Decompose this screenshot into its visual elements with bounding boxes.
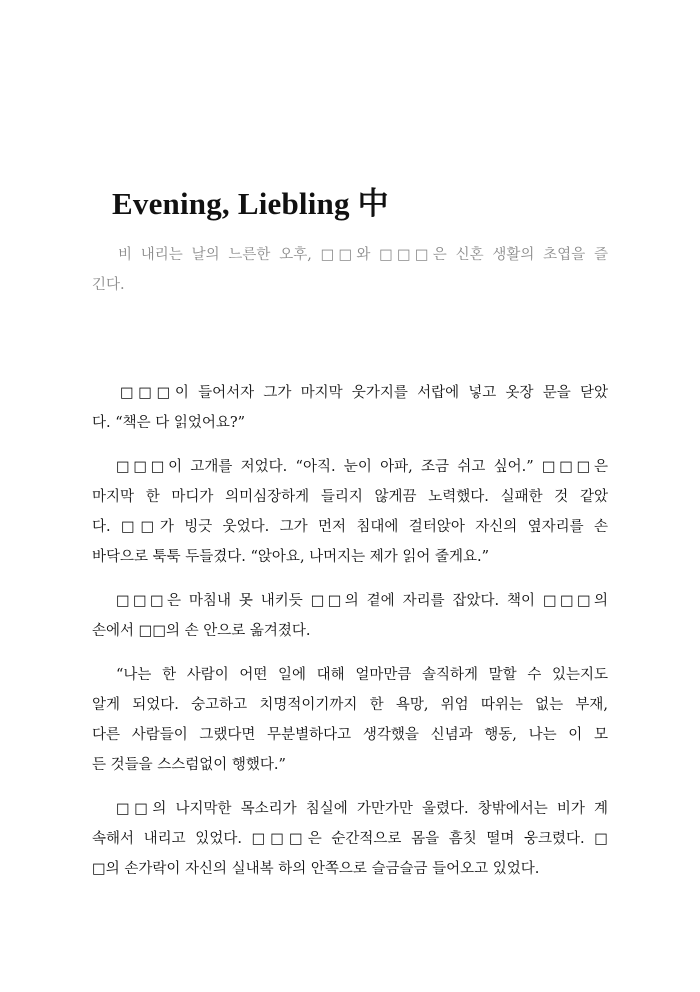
- text-line: 바닥으로 툭툭 두들겼다. “앉아요, 나머지는 제가 읽어 줄게요.”: [92, 549, 490, 565]
- text-line: □의 손가락이 자신의 실내복 하의 안쪽으로 슬금슬금 들어오고 있었다.: [92, 861, 540, 877]
- chapter-summary: [92, 240, 608, 300]
- text-line: 다른 사람들이 그랬다면 무분별하다고 생각했을 신념과 행동, 나는 이 모: [92, 727, 608, 743]
- text-line: 다. “책은 다 읽었어요?”: [92, 415, 246, 431]
- story-body: [92, 378, 608, 898]
- chapter-title: Evening, Liebling 中: [112, 186, 389, 221]
- text-line: 다. □□가 빙긋 웃었다. 그가 먼저 침대에 걸터앉아 자신의 옆자리를 손: [92, 519, 608, 535]
- text-line: 알게 되었다. 숭고하고 치명적이기까지 한 욕망, 위엄 따위는 없는 부재,: [92, 697, 608, 713]
- paragraph: [92, 452, 608, 572]
- paragraph: [92, 378, 608, 438]
- paragraph: [92, 660, 608, 780]
- text-line: □□□은 마침내 못 내키듯 □□의 곁에 자리를 잡았다. 책이 □□□의: [116, 593, 608, 609]
- text-line: “나는 한 사람이 어떤 일에 대해 얼마만큼 솔직하게 말할 수 있는지도: [116, 667, 608, 683]
- summary-line: 비 내리는 날의 느른한 오후, □□와 □□□은 신혼 생활의 초엽을 즐: [118, 247, 608, 263]
- text-line: □□□이 들어서자 그가 마지막 웃가지를 서랍에 넣고 옷장 문을 닫았: [120, 385, 608, 401]
- text-line: 든 것들을 스스럼없이 행했다.”: [92, 757, 286, 773]
- paragraph: [92, 586, 608, 646]
- summary-line: 긴다.: [92, 277, 125, 293]
- text-line: 속해서 내리고 있었다. □□□은 순간적으로 몸을 흠칫 떨며 웅크렸다. □: [92, 831, 608, 847]
- text-line: 손에서 □□의 손 안으로 옮겨졌다.: [92, 623, 311, 639]
- text-line: □□□이 고개를 저었다. “아직. 눈이 아파, 조금 쉬고 싶어.” □□□은: [116, 459, 608, 475]
- paragraph: [92, 794, 608, 884]
- text-line: □□의 나지막한 목소리가 침실에 가만가만 울렸다. 창밖에서는 비가 계: [116, 801, 608, 817]
- text-line: 마지막 한 마디가 의미심장하게 들리지 않게끔 노력했다. 실패한 것 같았: [92, 489, 608, 505]
